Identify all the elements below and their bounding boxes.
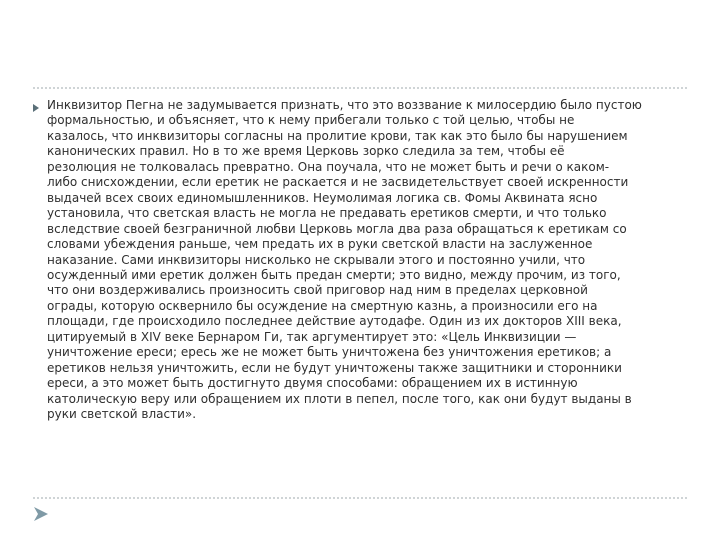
top-divider [33, 87, 687, 89]
body-paragraph: Инквизитор Пегна не задумывается признать, что это воззвание к милосердию было пустою формальностью, и объясняет, что к нему прибегали только с той целью, чтобы не казалось, что инквизиторы согласны на пролитие крови, так как это было бы нарушением канонических правил. Но в то же время Церковь зорко следила за тем, чтобы её резолюция не толковалась превратно. Она поучала, что не может быть и речи о каком- либо снисхождении, если еретик не раскается и не засвидетельствует своей искренности выдачей всех своих единомышленников. Неумолимая логика св. Фомы Аквината ясно установила, что светская власть не могла не предавать еретиков смерти, и что только вследствие своей безграничной любви Церковь могла два раза обращаться к еретикам со словами убеждения раньше, чем предать их в руки светской власти на заслуженное наказание. Сами инквизиторы нисколько не скрывали этого и постоянно учили, что осужденный ими еретик должен быть предан смерти; это видно, между прочим, из того, что они воздерживались произносить свой приговор над ним в пределах церковной ограды, которую осквернило бы осуждение на смертную казнь, а произносили его на площади, где происходило последнее действие аутодафе. Один из их докторов XIII века, цитируемый в XIV веке Бернаром Ги, так аргументирует это: «Цель Инквизиции — уничтожение ереси; ересь же не может быть уничтожена без уничтожения еретиков; а еретиков нельзя уничтожить, если не будут уничтожены также защитники и сторонники ереси, а это может быть достигнуто двумя способами: обращением их в истинную католическую веру или обращением их плоти в пепел, после того, как они будут выданы в руки светской власти». [47, 98, 642, 422]
bottom-divider [33, 497, 687, 499]
triangle-bullet-icon [33, 104, 39, 112]
navigation-arrow-icon[interactable] [33, 506, 49, 522]
